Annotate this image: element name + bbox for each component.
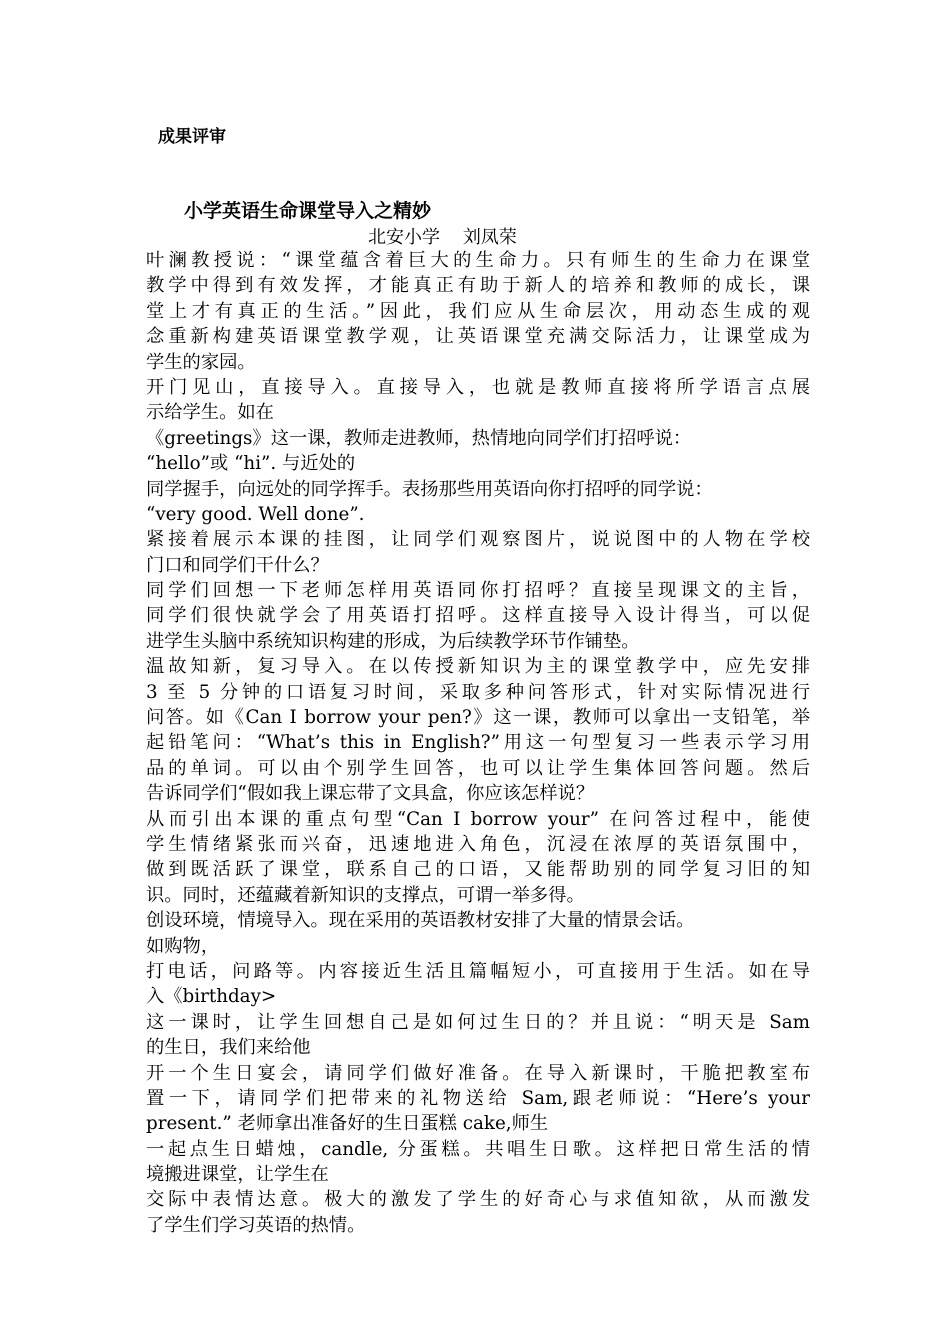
article-body bbox=[146, 248, 810, 1238]
body-line: 同学们很快就学会了用英语打招呼。这样直接导入设计得当，可以促 bbox=[146, 605, 810, 627]
body-line: 从而引出本课的重点句型“Can I borrow your” 在问答过程中，能使 bbox=[146, 808, 810, 830]
body-line: 如购物， bbox=[146, 935, 220, 957]
body-line: 开一个生日宴会，请同学们做好准备。在导入新课时，干脆把教室布 bbox=[146, 1062, 810, 1084]
body-line: 起铅笔问：“What’s this in English?”用这一句型复习一些表示学习用 bbox=[146, 732, 810, 754]
body-line: 堂上才有真正的生活。”因此，我们应从生命层次，用动态生成的观 bbox=[146, 300, 810, 322]
body-line: 告诉同学们“假如我上课忘带了文具盒，你应该怎样说？ bbox=[146, 783, 595, 805]
body-line: 学生的家园。 bbox=[146, 351, 256, 373]
section-label: 成果评审 bbox=[158, 127, 226, 147]
body-line: 一起点生日蜡烛，candle, 分蛋糕。共唱生日歌。这样把日常生活的情 bbox=[146, 1138, 810, 1160]
body-line: 念重新构建英语课堂教学观，让英语课堂充满交际活力，让课堂成为 bbox=[146, 326, 810, 348]
body-line: 做到既活跃了课堂，联系自己的口语，又能帮助别的同学复习旧的知 bbox=[146, 859, 810, 881]
body-line: 境搬进课堂，让学生在 bbox=[146, 1164, 329, 1186]
body-line: 《greetings》这一课，教师走进教师，热情地向同学们打招呼说： bbox=[146, 427, 692, 449]
body-line: 这一课时，让学生回想自己是如何过生日的？并且说：“明天是 Sam bbox=[146, 1011, 810, 1033]
article-author: 北安小学 刘凤荣 bbox=[368, 227, 517, 248]
body-line: 创设环境，情境导入。现在采用的英语教材安排了大量的情景会话。 bbox=[146, 910, 695, 932]
body-line: 开门见山，直接导入。直接导入，也就是教师直接将所学语言点展 bbox=[146, 376, 810, 398]
body-line: present.” 老师拿出准备好的生日蛋糕 cake,师生 bbox=[146, 1113, 549, 1135]
body-line: 打电话，问路等。内容接近生活且篇幅短小，可直接用于生活。如在导 bbox=[146, 960, 810, 982]
body-line: “hello”或 “hi”. 与近处的 bbox=[146, 453, 356, 475]
body-line: 紧接着展示本课的挂图，让同学们观察图片，说说图中的人物在学校 bbox=[146, 529, 810, 551]
body-line: 置一下，请同学们把带来的礼物送给 Sam,跟老师说：“Here’s your bbox=[146, 1087, 810, 1109]
body-line: 教学中得到有效发挥，才能真正有助于新人的培养和教师的成长，课 bbox=[146, 275, 810, 297]
body-line: 入《birthday> bbox=[146, 986, 277, 1008]
body-line: 问答。如《Can I borrow your pen?》这一课，教师可以拿出一支铅笔，举 bbox=[146, 707, 810, 729]
body-line: 3 至 5 分钟的口语复习时间，采取多种问答形式，针对实际情况进行 bbox=[146, 681, 810, 703]
article-title: 小学英语生命课堂导入之精妙 bbox=[184, 200, 432, 222]
body-line: 的生日，我们来给他 bbox=[146, 1037, 311, 1059]
body-line: 同学们回想一下老师怎样用英语同你打招呼？直接呈现课文的主旨， bbox=[146, 580, 810, 602]
body-line: 叶澜教授说：“课堂蕴含着巨大的生命力。只有师生的生命力在课堂 bbox=[146, 250, 810, 271]
body-line: 门口和同学们干什么？ bbox=[146, 554, 329, 576]
body-line: 学生情绪紧张而兴奋，迅速地进入角色，沉浸在浓厚的英语氛围中， bbox=[146, 833, 810, 855]
body-line: “very good. Well done”. bbox=[146, 503, 365, 525]
body-line: 识。同时，还蕴藏着新知识的支撑点，可谓一举多得。 bbox=[146, 884, 585, 906]
body-line: 示给学生。如在 bbox=[146, 402, 274, 424]
body-line: 品的单词。可以由个别学生回答，也可以让学生集体回答问题。然后 bbox=[146, 757, 810, 779]
body-line: 了学生们学习英语的热情。 bbox=[146, 1214, 366, 1236]
body-line: 温故知新，复习导入。在以传授新知识为主的课堂教学中，应先安排 bbox=[146, 656, 810, 678]
body-line: 同学握手，向远处的同学挥手。表扬那些用英语向你打招呼的同学说： bbox=[146, 478, 713, 500]
body-line: 进学生头脑中系统知识构建的形成，为后续教学环节作铺垫。 bbox=[146, 630, 640, 652]
body-line: 交际中表情达意。极大的激发了学生的好奇心与求值知欲，从而激发 bbox=[146, 1189, 810, 1211]
